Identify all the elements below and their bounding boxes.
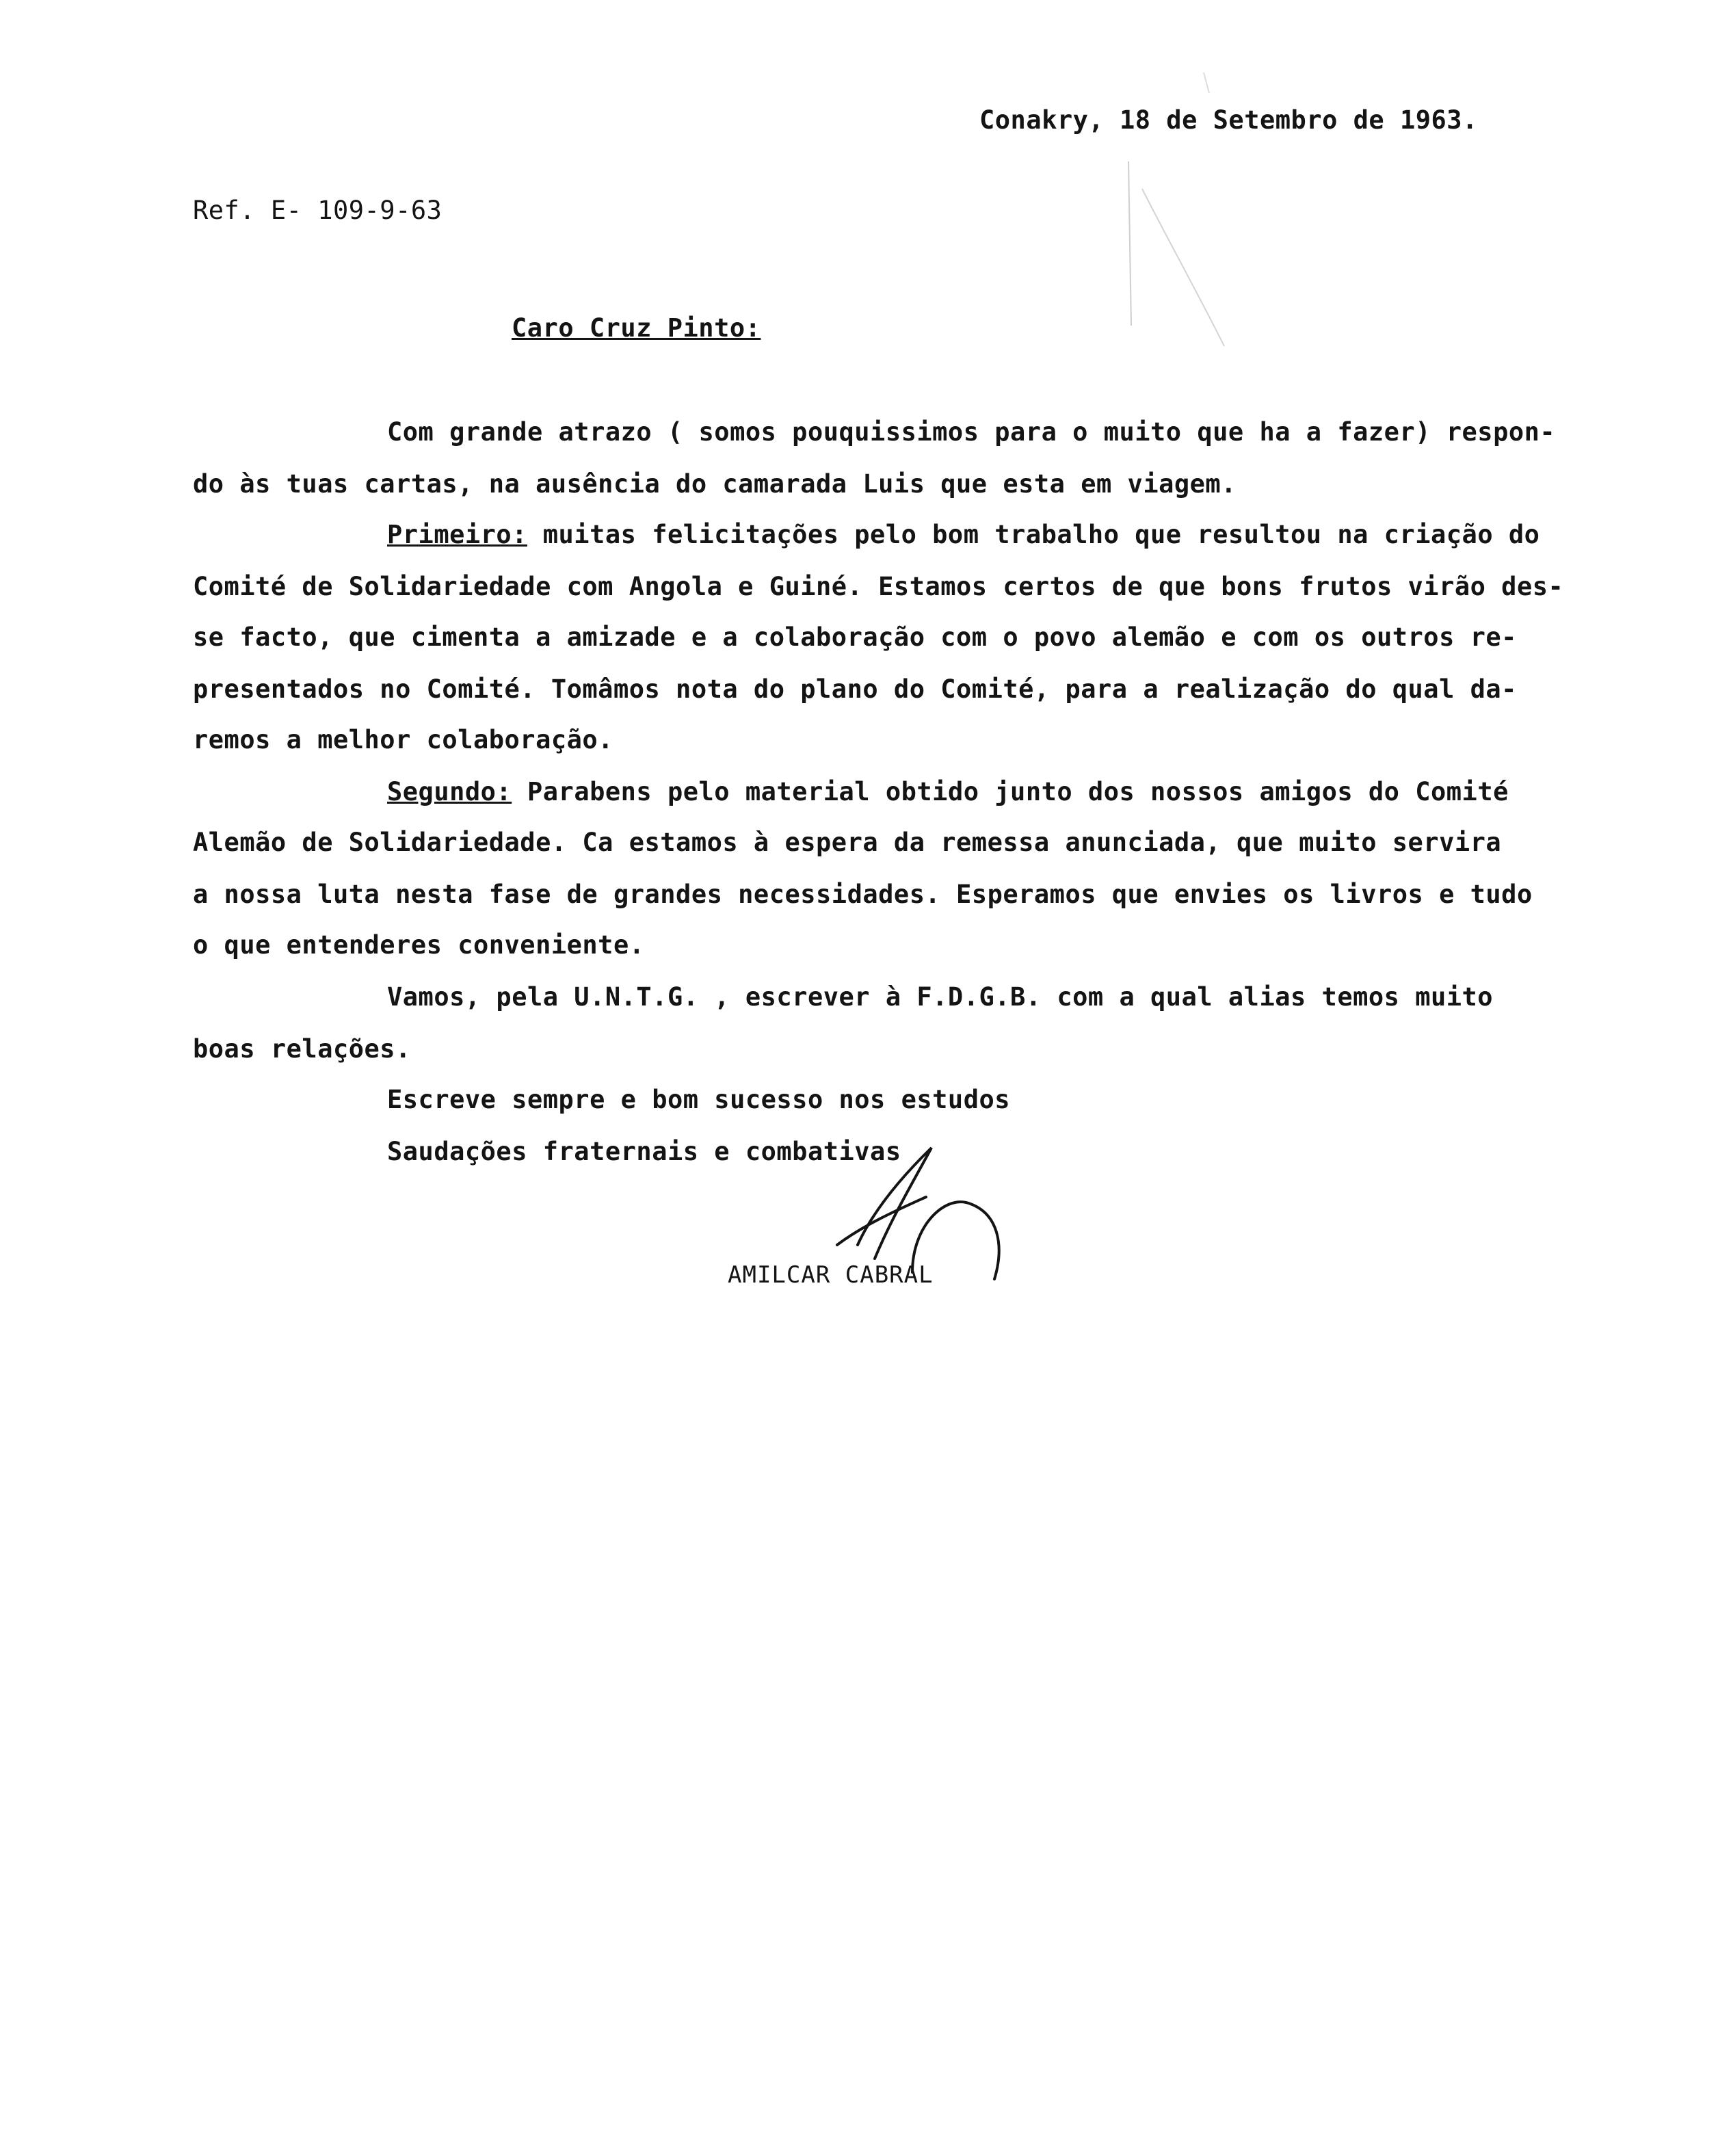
vamos-line-2: boas relações. [193,1034,411,1064]
primeiro-label: Primeiro: [387,520,527,549]
primeiro-line-1-text: muitas felicitações pelo bom trabalho que resultou na criação do [527,520,1540,549]
closing-line-2: Saudações fraternais e combativas [387,1137,901,1166]
primeiro-line-1 [387,518,1539,551]
primeiro-line-4: presentados no Comité. Tomâmos nota do plano do Comité, para a realização do qual da- [193,674,1517,704]
vamos-line-1: Vamos, pela U.N.T.G. , escrever à F.D.G.B. com a qual alias temos muito [387,982,1494,1012]
segundo-line-2: Alemão de Solidariedade. Ca estamos à espera da remessa anunciada, que muito servira [193,828,1502,857]
segundo-label: Segundo: [387,777,512,806]
closing-line-1: Escreve sempre e bom sucesso nos estudos [387,1085,1011,1114]
signature-block [728,1211,960,1293]
segundo-line-1 [387,776,1509,808]
intro-line-2: do às tuas cartas, na ausência do camarada Luis que esta em viagem. [193,469,1237,499]
primeiro-line-5: remos a melhor colaboração. [193,725,613,754]
primeiro-line-2: Comité de Solidariedade com Angola e Guiné. Estamos certos de que bons frutos virão des- [193,572,1564,601]
segundo-line-3: a nossa luta nesta fase de grandes necessidades. Esperamos que envies os livros e tudo [193,880,1533,909]
segundo-line-4: o que entenderes conveniente. [193,930,645,960]
intro-line-1: Com grande atrazo ( somos pouquissimos para o muito que ha a fazer) respon- [387,417,1556,447]
stray-pencil-marks [1122,66,1258,353]
segundo-line-1-text: Parabens pelo material obtido junto dos nossos amigos do Comité [512,777,1509,806]
reference-number: Ref. E- 109-9-63 [193,196,442,225]
salutation: Caro Cruz Pinto: [512,313,761,343]
signature-name: AMILCAR CABRAL [728,1261,934,1289]
primeiro-line-3: se facto, que cimenta a amizade e a colaboração com o povo alemão e com os outros re- [193,622,1517,652]
letter-dateline: Conakry, 18 de Setembro de 1963. [979,105,1478,135]
